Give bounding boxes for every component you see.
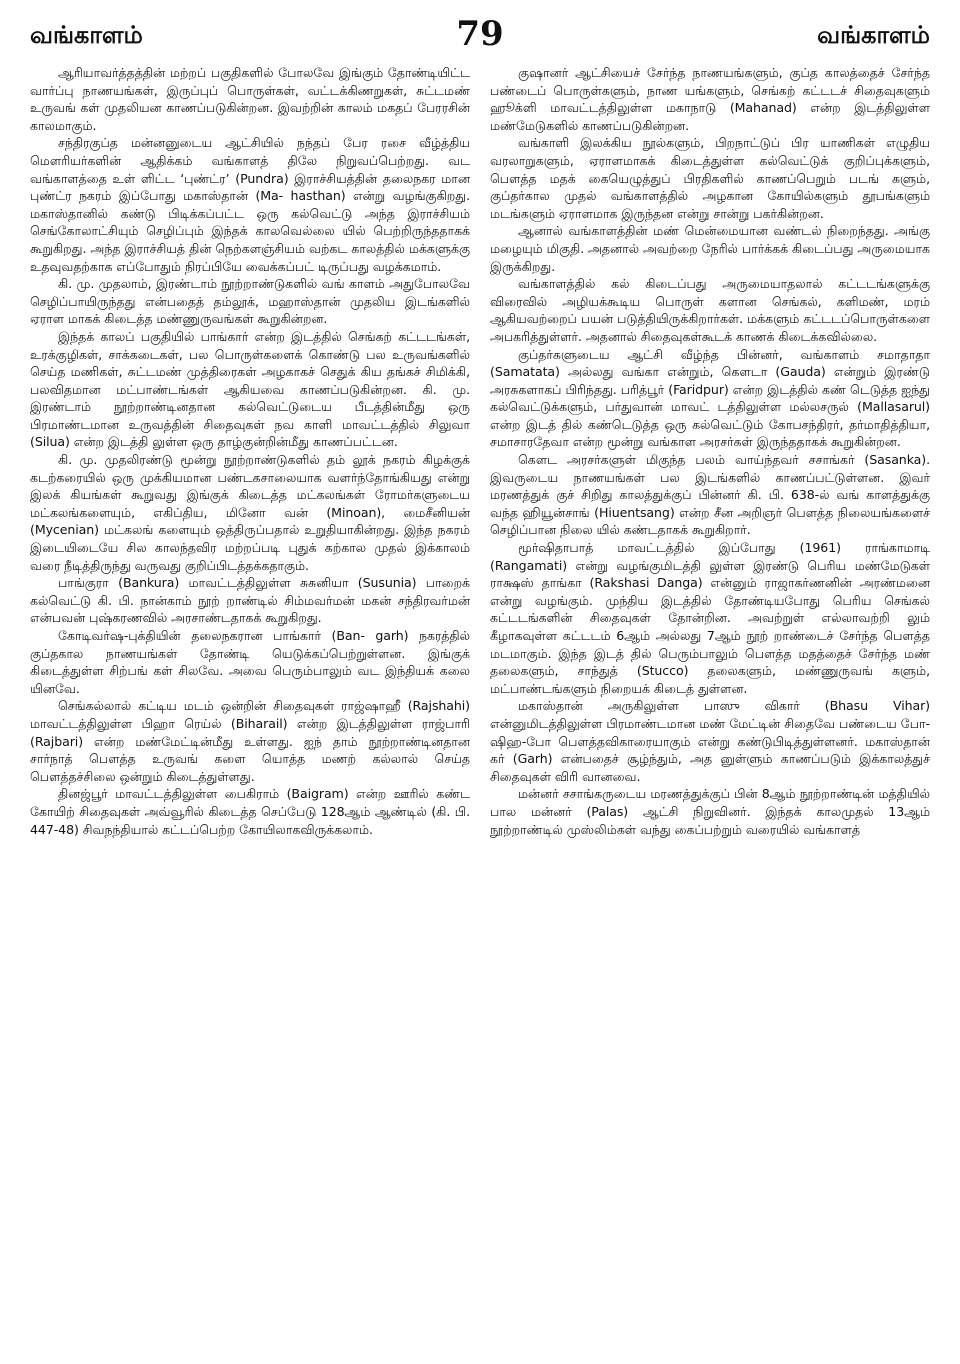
paragraph: மகாஸ்தான் அருகிலுள்ள பாஸு விகார் (Bhasu Vihar) என்னுமிடத்திலுள்ள பிரமாண்டமான மண் மேட்டின் சிதைவே பண்டைய போ-ஷிஹ-போ பௌத்தவிகாரையாகும் என்று கண்டுபிடித்துள்ளனர். மகாஸ்தான் கர் (Garh) என்பதைச் சூழ்ந்தும், அத னுள்ளும் காணப்படும் இக்காலத்துச் சிதைவுகள் விரி வானவை. (490, 698, 930, 784)
paragraph: குஷானர் ஆட்சியைச் சேர்ந்த நாணயங்களும், குப்த காலத்தைச் சேர்ந்த பண்டைப் பொருள்களும், நாண யங்களும், செங்கற் கட்டடச் சிதைவுகளும் ஹூக்ளி மாவட்டத்திலுள்ள மகாநாடு (Mahanad) என்ற இடத்திலுள்ள மண்மேடுகளில் காணப்படுகின்றன. (490, 65, 930, 133)
paragraph: கௌட அரசர்களுள் மிகுந்த பலம் வாய்ந்தவர் சசாங்கர் (Sasanka). இவருடைய நாணயங்கள் பல இடங்களில் காணப்பட்டுள்ளன. இவர் மரணத்துக் குச் சிறிது காலத்துக்குப் பின்னர் கி. பி. 638-ல் வங் காளத்துக்கு வந்த ஹியூன்சாங் (Hiuentsang) என்ற சீன அறிஞர் பௌத்த நிலையங்களைச் செழிப்பான நிலை யில் கண்டதாகக் கூறுகிறார். (490, 452, 930, 538)
paragraph: மன்னர் சசாங்கருடைய மரணத்துக்குப் பின் 8ஆம் நூற்றாண்டின் மத்தியில் பால மன்னர் (Palas) ஆட்சி நிறுவினர். இந்தக் காலமுதல் 13ஆம் நூற்றாண்டில் முஸ்லிம்கள் வந்து கைப்பற்றும் வரையில் வங்காளத் (490, 786, 930, 837)
right-column (490, 64, 930, 1352)
page-header (30, 14, 930, 60)
paragraph: பாங்குரா (Bankura) மாவட்டத்திலுள்ள சுசுனியா (Susunia) பாறைக் கல்வெட்டு கி. பி. நான்காம் நூற் றாண்டில் சிம்மவர்மன் மகன் சந்திரவர்மன் என்பவன் புஷ்கரணவில் அரசாண்டதாகக் கூறுகிறது. (30, 575, 470, 626)
left-column (30, 64, 470, 1352)
paragraph: ஆரியாவர்த்தத்தின் மற்றப் பகுதிகளில் போலவே இங்கும் தோண்டியிட்ட வார்ப்பு நாணயங்கள், இருப்புப் பொருள்கள், வட்டக்கிணறுகள், சுட்டமண் உருவங் கள் முதலியன காணப்படுகின்றன. இவற்றின் காலம் மகதப் பேரரசின் காலமாகும். (30, 65, 470, 133)
paragraph: கி. மு. முதலிரண்டு மூன்று நூற்றாண்டுகளில் தம் லூக் நகரம் கிழக்குக் கடற்கரையில் ஒரு முக்கியமான பண்டகசாலையாக வளர்ந்தோங்கியது என்று இலக் கியங்கள் கூறுவது இங்குக் கிடைத்த மட்கலங்கள் ரோமர்களுடைய மட்கலங்களையும், எகிப்திய, மினோ வன் (Minoan), மைசீனியன் (Mycenian) மட்கலங் களையும் ஒத்திருப்பதால் உறுதியாகின்றது. இந்த நகரம் இடையிடையே சில காலந்தவிர மற்றப்படி புதுக் கற்கால முதல் இக்காலம் வரை நீடித்திருந்து வருவது குறிப்பிடத்தக்கதாகும். (30, 452, 470, 573)
paragraph: ஆனால் வங்காளத்தின் மண் மென்மையான வண்டல் நிறைந்தது. அங்கு மழையும் மிகுதி. அதனால் அவற்றை நேரில் பார்க்கக் கிடைப்பது அருமையாக இருக்கிறது. (490, 223, 930, 274)
paragraph: தினஜ்பூர் மாவட்டத்திலுள்ள பைகிராம் (Baigram) என்ற ஊரில் கண்ட கோயிற் சிதைவுகள் அவ்வூரில் கிடைத்த செப்பேடு 128ஆம் ஆண்டில் (கி. பி. 447-48) சிவநந்தியால் கட்டப்பெற்ற கோயிலாகவிருக்கலாம். (30, 786, 470, 837)
running-title-left: வங்காளம் (30, 21, 143, 49)
paragraph: மூர்ஷிதாபாத் மாவட்டத்தில் இப்போது (1961) ராங்காமாடி (Rangamati) என்று வழங்குமிடத்தி லுள்ள இரண்டு பெரிய மண்மேடுகள் ராக்ஷஸ் தாங்கா (Rakshasi Danga) என்னும் ராஜாகர்ணனின் அரண்மனை என்று வழங்கும். முந்திய இடத்தில் தோண்டியபோது பெரிய செங்கல் கட்டடங்களின் சிதைவுகள் தோன்றின. அவற்றுள் எல்லாவற்றி லும் கீழாகவுள்ள கட்டடம் 6ஆம் அல்லது 7ஆம் நூற் றாண்டைச் சேர்ந்த பௌத்த மடமாகும். இந்த இடத் தில் பெரும்பாலும் பௌத்த மதத்தைச் சேர்ந்த மண் தலைகளும், சாந்துத் (Stucco) தலைகளும், மண்ணுருவங் களும், மட்பாண்டங்களும் நிறையக் கிடைத் துள்ளன. (490, 540, 930, 696)
paragraph: செங்கல்லால் கட்டிய மடம் ஒன்றின் சிதைவுகள் ராஜ்ஷாஹீ (Rajshahi) மாவட்டத்திலுள்ள பிஹா ரெய்ல் (Biharail) என்ற இடத்திலுள்ள ராஜ்பாரி (Rajbari) என்ற மண்மேட்டின்மீது உள்ளது. ஐந் தாம் நூற்றாண்டினதான சார்நாத் பௌத்த உருவங் களை யொத்த மணற் கல்லால் செய்த பௌத்தச்சிலை ஒன்றும் கிடைத்துள்ளது. (30, 698, 470, 784)
paragraph: வங்காளத்தில் கல் கிடைப்பது அருமையாதலால் கட்டடங்களுக்கு விரைவில் அழியக்கூடிய பொருள் களான செங்கல், களிமண், மரம் ஆகியவற்றைப் பயன் படுத்தியிருக்கிறார்கள். மக்களும் கட்டடப்பொருள்களை அபகரித்துள்ளர். அதனால் சிதைவுகள்கூடக் காணக் கிடைக்கவில்லை. (490, 276, 930, 344)
paragraph: இந்தக் காலப் பகுதியில் பாங்கார் என்ற இடத்தில் செங்கற் கட்டடங்கள், உரக்குழிகள், சாக்கடைகள், பல பொருள்களைக் கொண்டு பல உருவங்களில் செய்த மணிகள், சுட்டமண் முத்திரைகள் அழகாகச் செதுக் கிய தங்கச் சிமிக்கி, பலவிதமான மட்பாண்டங்கள் ஆகியவை காணப்படுகின்றன. கி. மு. இரண்டாம் நூற்றாண்டினதான கல்வெட்டுடைய பீடத்தின்மீது ஒரு பிரமாண்டமான உருவத்தின் சிதைவுகள் நவ காளி மாவட்டத்தில் சிலுவா (Silua) என்ற இடத்தி லுள்ள ஒரு தாழ்குன்றின்மீது காணப்பட்டன. (30, 328, 470, 450)
paragraph: குப்தர்களுடைய ஆட்சி வீழ்ந்த பின்னர், வங்காளம் சமாதாதா (Samatata) அல்லது வங்கா என்றும், கௌடா (Gauda) என்றும் இரண்டு அரசுகளாகப் பிரிந்தது. பரித்பூர் (Faridpur) என்ற இடத்தில் கண் டெடுத்த ஐந்து கல்வெட்டுக்களும், பர்துவான் மாவட் டத்திலுள்ள மல்லசருல் (Mallasarul) என்ற இடத் தில் கண்டெடுத்த ஒரு கல்வெட்டும் கோபசந்திரர், தர்மாதித்தியா, சமாசாரதேவா என்ற மூன்று வங்காள அரசர்கள் இருந்ததாகக் கூறுகின்றன. (490, 346, 930, 450)
paragraph: வங்காளி இலக்கிய நூல்களும், பிறநாட்டுப் பிர யாணிகள் எழுதிய வரலாறுகளும், ஏராளமாகக் கிடைத்துள்ள கல்வெட்டுக் குறிப்புக்களும், பௌத்த மதக் கையெழுத்துப் பிரதிகளில் காணப்பெறும் படங் களும், குப்தர்கால முதல் வங்காளத்தில் அழகான கோயில்களும் தூபங்களும் மடங்களும் ஏராளமாக இருந்தன என்று சான்று பகர்கின்றன. (490, 135, 930, 221)
paragraph: கி. மு. முதலாம், இரண்டாம் நூற்றாண்டுகளில் வங் காளம் அதுபோலவே செழிப்பாயிருந்தது என்பதைத் தம்லூக், மஹாஸ்தான் முதலிய இடங்களில் ஏராள மாகக் கிடைத்த மண்ணுருவங்கள் கூறுகின்றன. (30, 276, 470, 327)
page-number: 79 (456, 14, 504, 54)
paragraph: கோடிவர்ஷ-புக்தியின் தலைநகரான பாங்கார் (Ban- garh) நகரத்தில் குப்தகால நாணயங்கள் தோண்டி யெடுக்கப்பெற்றுள்ளன. இங்குக் கிடைத்துள்ள சிற்பங் கள் சிலவே. அவை பெரும்பாலும் வட இந்தியக் கலை யினவே. (30, 628, 470, 696)
paragraph: சந்திரகுப்த மன்னனுடைய ஆட்சியில் நந்தப் பேர ரசை வீழ்த்திய மௌரியர்களின் ஆதிக்கம் வங்காளத் திலே நிறுவப்பெற்றது. வட வங்காளத்தை உள் ளிட்ட ‘புண்ட்ர’ (Pundra) இராச்சியத்தின் தலைநகர மான புண்ட்ர நகரம் இப்போது மகாஸ்தான் (Ma- hasthan) என்று வழங்குகிறது. மகாஸ்தானில் கண்டு பிடிக்கப்பட்ட ஒரு கல்வெட்டு அந்த இராச்சியம் செங்கோலாட்சியும் செழிப்பும் இந்தக் காலவெல்லை யில் பெற்றிருந்ததாகக் கூறுகிறது. அந்த இராச்சியத் தின் நெற்களஞ்சியம் வற்கட காலத்தில் மக்களுக்கு உதவுவதற்காக எப்போதும் நிரப்பியே வைக்கப்பட் டிருப்பது வழக்கமாம். (30, 135, 470, 274)
text-columns (30, 64, 930, 1352)
running-title-right: வங்காளம் (817, 21, 930, 49)
